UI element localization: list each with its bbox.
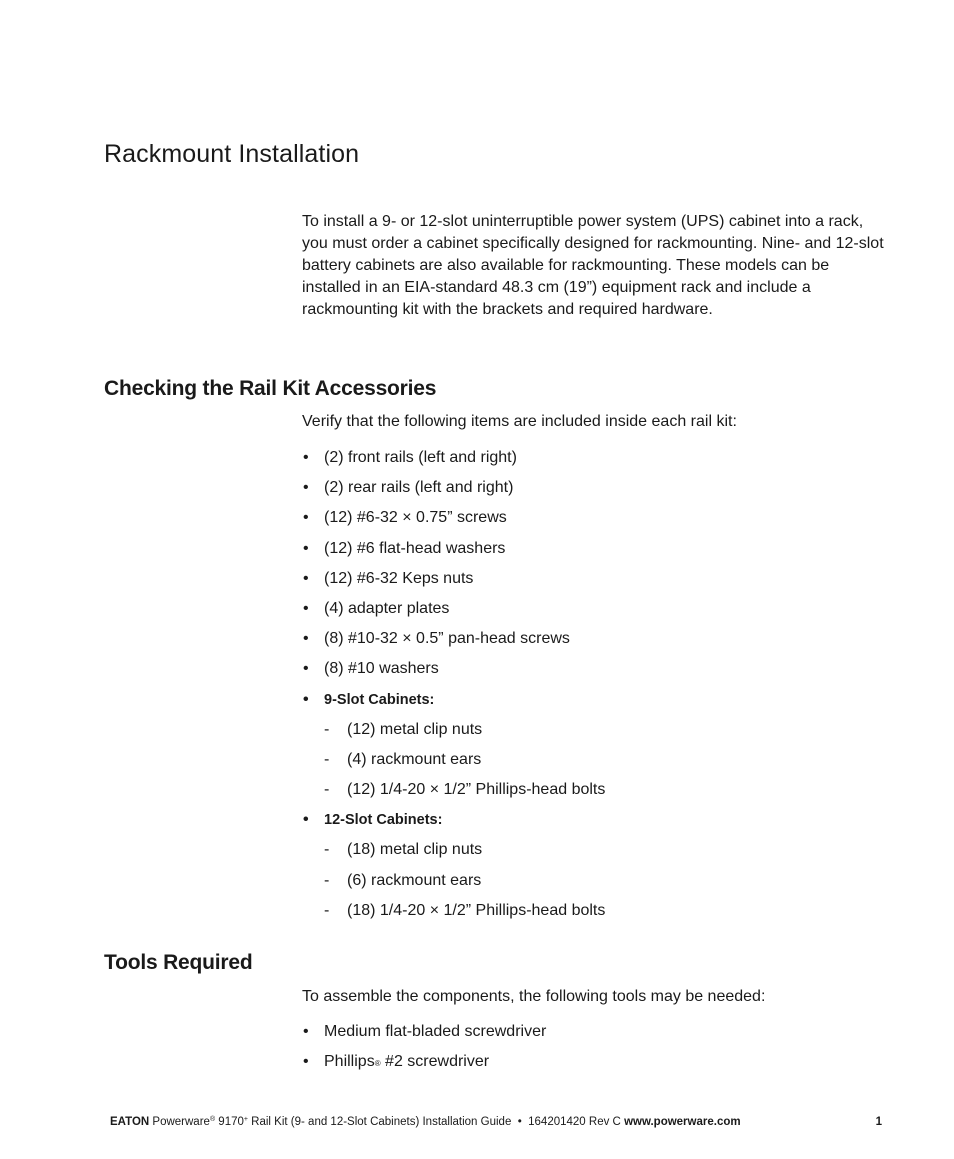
footer-url: www.powerware.com: [624, 1116, 741, 1128]
tools-list: [302, 1021, 546, 1081]
rail-kit-list: [302, 447, 605, 930]
list-item-text: (12) #6-32 Keps nuts: [324, 569, 474, 587]
nine-slot-label: 9-Slot Cabinets:: [324, 691, 435, 708]
sub-list-item-text: (4) rackmount ears: [347, 750, 482, 768]
footer-registered-mark: ®: [209, 1116, 216, 1123]
list-item-text: (12) #6 flat-head washers: [324, 539, 506, 557]
sub-list-item: [302, 779, 605, 809]
bullet-icon: •: [303, 539, 309, 557]
bullet-icon: •: [303, 479, 309, 497]
bullet-icon: •: [303, 630, 309, 648]
nine-slot-label-item: [302, 689, 605, 719]
bullet-icon: •: [303, 599, 309, 617]
bullet-icon: •: [303, 1053, 309, 1071]
list-item: [302, 568, 605, 598]
footer-plus-mark: +: [243, 1116, 248, 1123]
dash-icon: -: [324, 750, 330, 768]
twelve-slot-label: 12-Slot Cabinets:: [324, 812, 443, 829]
sub-list-item: [302, 900, 605, 930]
twelve-slot-label-item: [302, 809, 605, 839]
sub-list-item-text: (12) metal clip nuts: [347, 720, 483, 738]
list-item-text: (2) rear rails (left and right): [324, 479, 514, 497]
list-item-text: (12) #6-32 × 0.75” screws: [324, 509, 507, 527]
footer-model: 9170: [215, 1116, 244, 1128]
list-item-text: (8) #10-32 × 0.5” pan-head screws: [324, 630, 570, 648]
list-item: [302, 507, 605, 537]
phillips-text: Phillips: [324, 1053, 375, 1071]
bullet-icon: •: [303, 690, 309, 708]
list-item: [302, 1051, 546, 1081]
footer-guide-title: Rail Kit (9- and 12-Slot Cabinets) Installation Guide • 164201420 Rev C: [247, 1116, 625, 1128]
bullet-icon: •: [303, 569, 309, 587]
page-footer: [110, 1116, 882, 1128]
rail-kit-lead: Verify that the following items are included inside each rail kit:: [302, 413, 737, 430]
sub-list-item-text: (18) metal clip nuts: [347, 841, 483, 859]
footer-product: Powerware: [152, 1116, 210, 1128]
dash-icon: -: [324, 871, 330, 889]
sub-list-item: [302, 839, 605, 869]
list-item-text: #2 screwdriver: [385, 1053, 490, 1071]
rail-kit-heading: Checking the Rail Kit Accessories: [104, 377, 437, 400]
bullet-icon: •: [303, 1023, 309, 1040]
list-item-text: (4) adapter plates: [324, 599, 450, 617]
dash-icon: -: [324, 841, 330, 859]
list-item: [302, 538, 605, 568]
bullet-icon: •: [303, 660, 309, 678]
tools-lead: To assemble the components, the following tools may be needed:: [302, 988, 766, 1005]
list-item: [302, 1021, 546, 1051]
sub-list-item: [302, 749, 605, 779]
list-item: [302, 447, 605, 477]
list-item: [302, 598, 605, 628]
sub-list-item-text: (6) rackmount ears: [347, 871, 482, 889]
page-number: 1: [875, 1116, 882, 1128]
list-item: [302, 628, 605, 658]
bullet-icon: •: [303, 811, 309, 829]
sub-list-item: [302, 870, 605, 900]
list-item-text: (2) front rails (left and right): [324, 449, 517, 466]
sub-list-item-text: (18) 1/4-20 × 1/2” Phillips-head bolts: [347, 901, 606, 919]
list-item-text: Medium flat-bladed screwdriver: [324, 1023, 547, 1040]
registered-mark: ®: [374, 1059, 381, 1069]
page-title: Rackmount Installation: [104, 140, 360, 168]
sub-list-item-text: (12) 1/4-20 × 1/2” Phillips-head bolts: [347, 781, 606, 799]
dash-icon: -: [324, 720, 330, 738]
dash-icon: -: [324, 781, 330, 799]
bullet-icon: •: [303, 509, 309, 527]
footer-brand: EATON: [110, 1116, 150, 1128]
list-item: [302, 477, 605, 507]
bullet-icon: •: [303, 449, 309, 466]
intro-paragraph: To install a 9- or 12-slot uninterruptible power system (UPS) cabinet into a rack, you must order a cabinet specifically designed for rackmounting. Nine- and 12-slot battery cabinets are also available for rackmounting. These models can be installed in an EIA-standard 48.3 cm (19”) equipment rack and include a rackmounting kit with the brackets and required hardware.: [302, 213, 884, 318]
sub-list-item: [302, 719, 605, 749]
list-item-text: (8) #10 washers: [324, 660, 439, 678]
dash-icon: -: [324, 901, 330, 919]
list-item: [302, 658, 605, 688]
tools-heading: Tools Required: [104, 951, 253, 974]
